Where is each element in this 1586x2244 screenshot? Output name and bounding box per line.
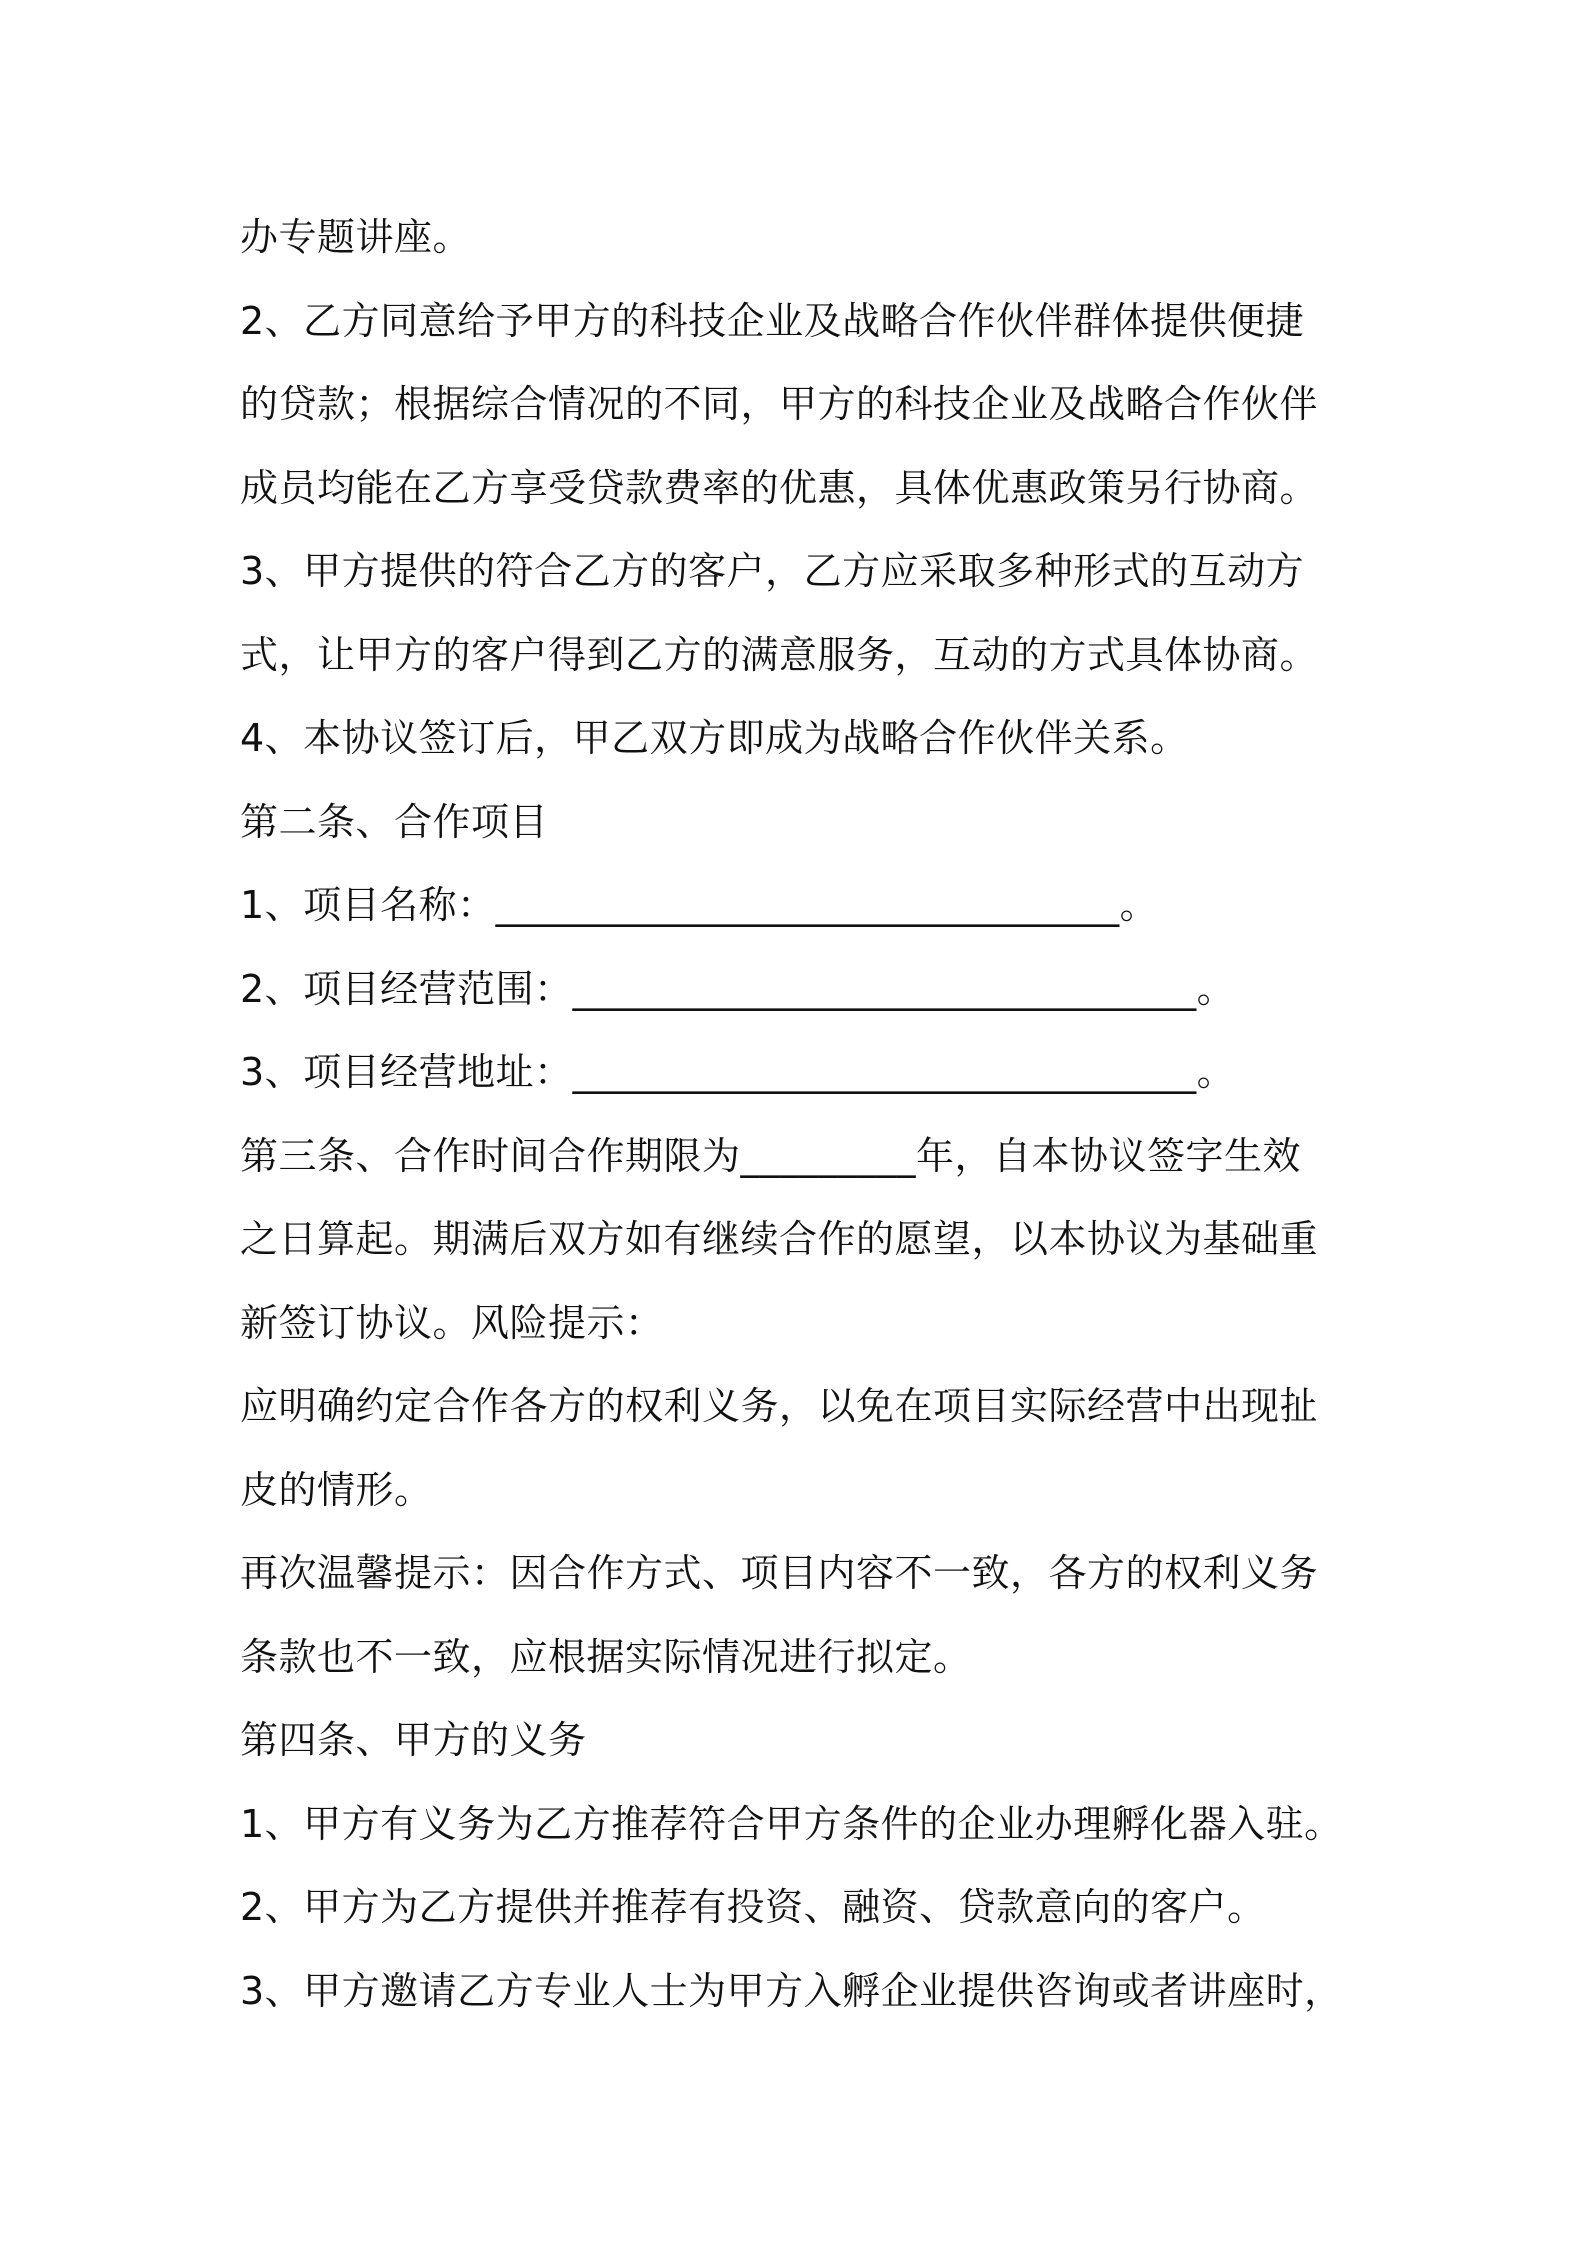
text-line: 1、项目名称：________________________________。 (240, 883, 1159, 927)
text-line: 应明确约定合作各方的权利义务，以免在项目实际经营中出现扯 (240, 1384, 1319, 1428)
text-line: 3、项目经营地址：________________________________。 (240, 1050, 1236, 1094)
text-line: 的贷款；根据综合情况的不同，甲方的科技企业及战略合作伙伴 (240, 382, 1319, 426)
text-line: 新签订协议。风险提示： (240, 1300, 664, 1345)
text-line: 2、乙方同意给予甲方的科技企业及战略合作伙伴群体提供便捷 (240, 298, 1305, 343)
text-line: 4、本协议签订后，甲乙双方即成为战略合作伙伴关系。 (240, 716, 1189, 760)
section-heading: 第四条、甲方的义务 (240, 1718, 587, 1762)
text-line: 式，让甲方的客户得到乙方的满意服务，互动的方式具体协商。 (240, 632, 1319, 677)
text-line: 成员均能在乙方享受贷款费率的优惠，具体优惠政策另行协商。 (240, 465, 1319, 510)
section-heading: 第二条、合作项目 (240, 799, 549, 844)
text-line: 2、项目经营范围：________________________________。 (240, 966, 1236, 1011)
text-line: 办专题讲座。 (240, 215, 472, 259)
text-line: 3、甲方提供的符合乙方的客户，乙方应采取多种形式的互动方 (240, 549, 1305, 593)
text-line: 条款也不一致，应根据实际情况进行拟定。 (240, 1634, 972, 1679)
text-line: 1、甲方有义务为乙方推荐符合甲方条件的企业办理孵化器入驻。 (240, 1801, 1343, 1846)
text-line: 3、甲方邀请乙方专业人士为甲方入孵企业提供咨询或者讲座时， (240, 1968, 1343, 2013)
text-line: 之日算起。期满后双方如有继续合作的愿望，以本协议为基础重 (240, 1217, 1319, 1261)
text-line: 再次温馨提示：因合作方式、项目内容不一致，各方的权利义务 (240, 1551, 1319, 1595)
text-line: 2、甲方为乙方提供并推荐有投资、融资、贷款意向的客户。 (240, 1885, 1266, 1929)
document-body (240, 196, 1380, 2033)
section-heading: 第三条、合作时间合作期限为_________年，自本协议签字生效 (240, 1133, 1302, 1178)
text-line: 皮的情形。 (240, 1467, 433, 1512)
